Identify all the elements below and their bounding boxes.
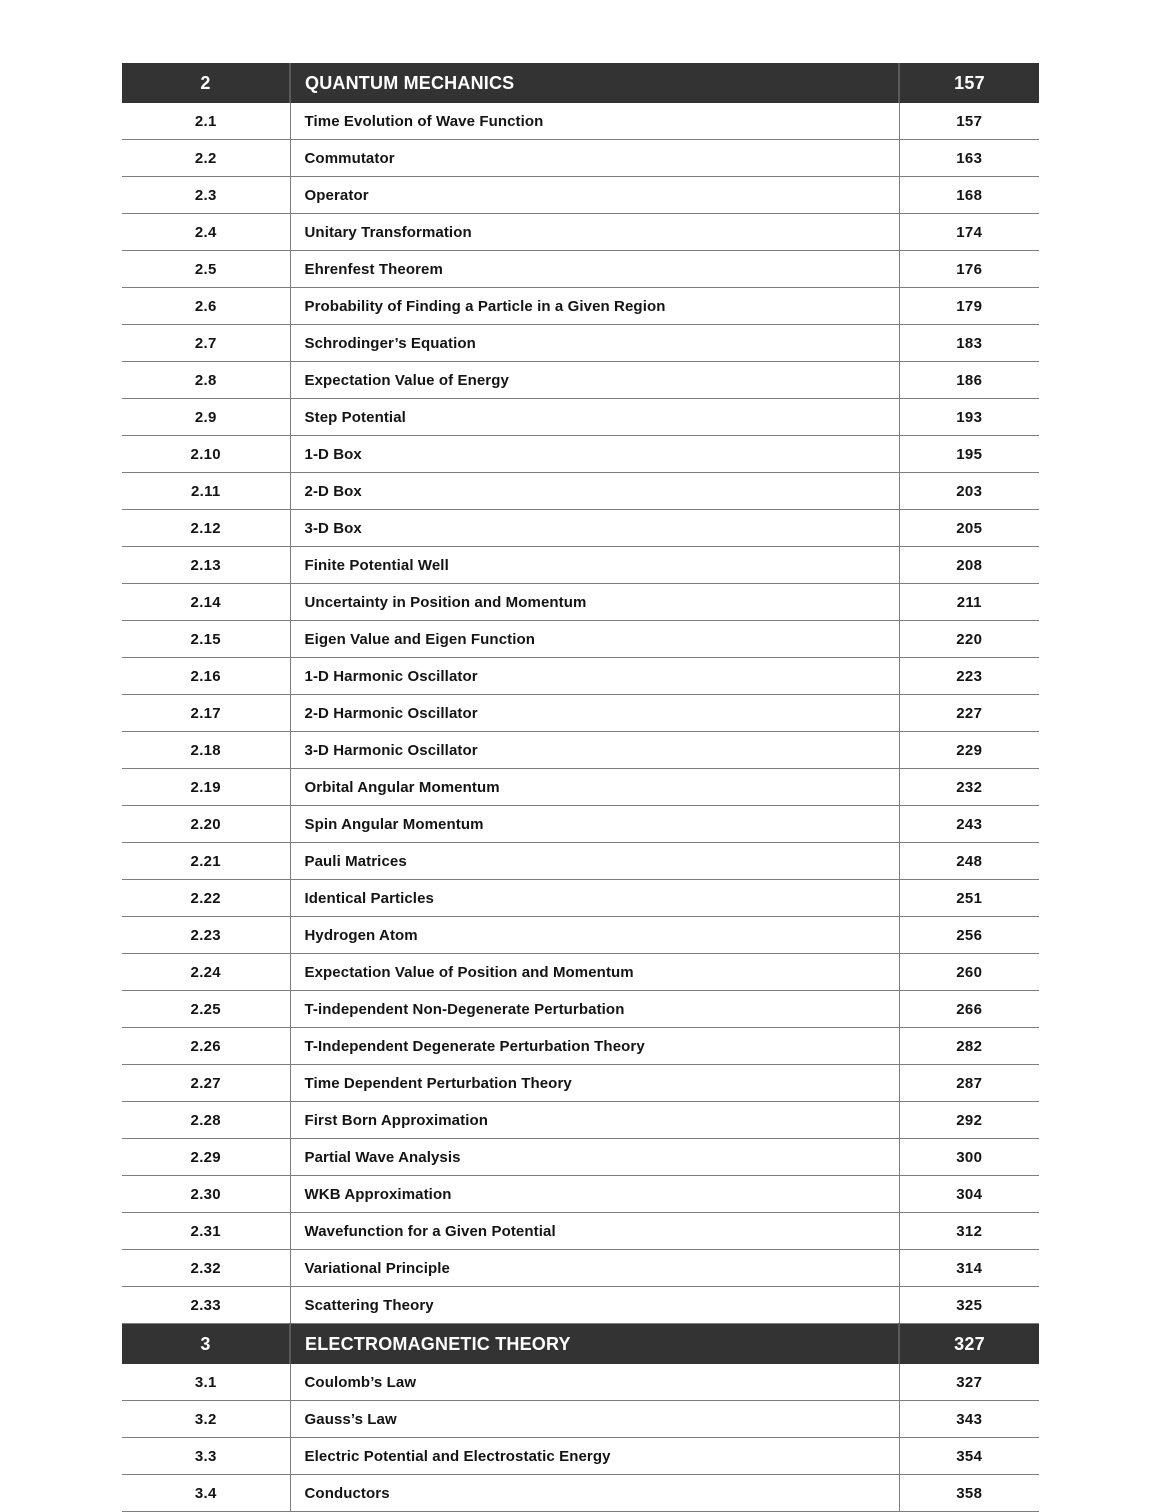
section-page-number: 227	[899, 695, 1039, 732]
section-title: Identical Particles	[290, 880, 899, 917]
section-page-number: 266	[899, 991, 1039, 1028]
section-title: Probability of Finding a Particle in a Given Region	[290, 288, 899, 325]
table-row[interactable]	[122, 288, 1039, 325]
section-page-number: 179	[899, 288, 1039, 325]
table-row[interactable]	[122, 214, 1039, 251]
section-title: Conductors	[290, 1475, 899, 1512]
section-title: Hydrogen Atom	[290, 917, 899, 954]
section-title: Partial Wave Analysis	[290, 1139, 899, 1176]
section-number: 3.3	[122, 1438, 290, 1475]
section-number: 2.19	[122, 769, 290, 806]
section-title: 1-D Box	[290, 436, 899, 473]
table-row[interactable]	[122, 584, 1039, 621]
table-row[interactable]	[122, 732, 1039, 769]
table-row[interactable]	[122, 917, 1039, 954]
section-title: Coulomb’s Law	[290, 1364, 899, 1401]
section-page-number: 157	[899, 103, 1039, 140]
chapter-number: 3	[122, 1324, 290, 1365]
section-number: 2.5	[122, 251, 290, 288]
section-number: 2.6	[122, 288, 290, 325]
section-title: Step Potential	[290, 399, 899, 436]
section-number: 2.26	[122, 1028, 290, 1065]
section-page-number: 325	[899, 1287, 1039, 1324]
section-page-number: 287	[899, 1065, 1039, 1102]
table-row[interactable]	[122, 843, 1039, 880]
section-page-number: 260	[899, 954, 1039, 991]
section-number: 2.25	[122, 991, 290, 1028]
section-number: 2.12	[122, 510, 290, 547]
table-row[interactable]	[122, 1028, 1039, 1065]
section-title: T-Independent Degenerate Perturbation Theory	[290, 1028, 899, 1065]
table-row[interactable]	[122, 991, 1039, 1028]
table-row[interactable]	[122, 140, 1039, 177]
section-number: 2.17	[122, 695, 290, 732]
section-page-number: 203	[899, 473, 1039, 510]
section-number: 2.3	[122, 177, 290, 214]
section-title: First Born Approximation	[290, 1102, 899, 1139]
section-page-number: 304	[899, 1176, 1039, 1213]
section-number: 3.2	[122, 1401, 290, 1438]
table-row[interactable]	[122, 1213, 1039, 1250]
table-row[interactable]	[122, 806, 1039, 843]
section-title: Gauss’s Law	[290, 1401, 899, 1438]
section-title: WKB Approximation	[290, 1176, 899, 1213]
section-title: Wavefunction for a Given Potential	[290, 1213, 899, 1250]
table-row[interactable]	[122, 658, 1039, 695]
section-title: Commutator	[290, 140, 899, 177]
section-page-number: 327	[899, 1364, 1039, 1401]
section-page-number: 300	[899, 1139, 1039, 1176]
table-row[interactable]	[122, 1364, 1039, 1401]
table-row[interactable]	[122, 1475, 1039, 1512]
chapter-header-row[interactable]	[122, 1324, 1039, 1365]
chapter-number: 2	[122, 63, 290, 103]
table-row[interactable]	[122, 1438, 1039, 1475]
section-title: 2-D Harmonic Oscillator	[290, 695, 899, 732]
chapter-page-number: 157	[899, 63, 1039, 103]
section-number: 2.2	[122, 140, 290, 177]
section-title: 2-D Box	[290, 473, 899, 510]
section-number: 2.29	[122, 1139, 290, 1176]
section-title: Variational Principle	[290, 1250, 899, 1287]
section-title: Unitary Transformation	[290, 214, 899, 251]
section-page-number: 358	[899, 1475, 1039, 1512]
section-title: 3-D Box	[290, 510, 899, 547]
section-number: 2.16	[122, 658, 290, 695]
section-title: Time Dependent Perturbation Theory	[290, 1065, 899, 1102]
table-row[interactable]	[122, 1401, 1039, 1438]
section-page-number: 243	[899, 806, 1039, 843]
table-row[interactable]	[122, 473, 1039, 510]
section-page-number: 312	[899, 1213, 1039, 1250]
section-number: 2.14	[122, 584, 290, 621]
section-page-number: 314	[899, 1250, 1039, 1287]
section-number: 2.33	[122, 1287, 290, 1324]
section-number: 2.20	[122, 806, 290, 843]
section-page-number: 163	[899, 140, 1039, 177]
section-page-number: 354	[899, 1438, 1039, 1475]
section-title: Pauli Matrices	[290, 843, 899, 880]
chapter-page-number: 327	[899, 1324, 1039, 1365]
table-row[interactable]	[122, 1102, 1039, 1139]
section-number: 2.4	[122, 214, 290, 251]
table-row[interactable]	[122, 547, 1039, 584]
section-title: Electric Potential and Electrostatic Energy	[290, 1438, 899, 1475]
table-row[interactable]	[122, 954, 1039, 991]
section-page-number: 292	[899, 1102, 1039, 1139]
table-row[interactable]	[122, 251, 1039, 288]
section-title: T-independent Non-Degenerate Perturbation	[290, 991, 899, 1028]
table-row[interactable]	[122, 325, 1039, 362]
chapter-header-row[interactable]	[122, 63, 1039, 103]
section-number: 2.8	[122, 362, 290, 399]
section-page-number: 282	[899, 1028, 1039, 1065]
section-title: 1-D Harmonic Oscillator	[290, 658, 899, 695]
chapter-title: QUANTUM MECHANICS	[290, 63, 899, 103]
section-title: Eigen Value and Eigen Function	[290, 621, 899, 658]
section-page-number: 256	[899, 917, 1039, 954]
section-number: 2.15	[122, 621, 290, 658]
table-row[interactable]	[122, 399, 1039, 436]
table-row[interactable]	[122, 769, 1039, 806]
section-number: 2.23	[122, 917, 290, 954]
section-title: Uncertainty in Position and Momentum	[290, 584, 899, 621]
section-page-number: 193	[899, 399, 1039, 436]
section-page-number: 232	[899, 769, 1039, 806]
toc-body	[122, 63, 1039, 1512]
section-title: Scattering Theory	[290, 1287, 899, 1324]
section-number: 2.27	[122, 1065, 290, 1102]
section-page-number: 205	[899, 510, 1039, 547]
section-number: 2.10	[122, 436, 290, 473]
section-page-number: 174	[899, 214, 1039, 251]
section-number: 3.1	[122, 1364, 290, 1401]
section-number: 2.32	[122, 1250, 290, 1287]
table-row[interactable]	[122, 1250, 1039, 1287]
section-title: Operator	[290, 177, 899, 214]
section-page-number: 229	[899, 732, 1039, 769]
section-page-number: 168	[899, 177, 1039, 214]
table-row[interactable]	[122, 510, 1039, 547]
section-number: 2.7	[122, 325, 290, 362]
table-row[interactable]	[122, 880, 1039, 917]
table-row[interactable]	[122, 695, 1039, 732]
section-page-number: 186	[899, 362, 1039, 399]
section-page-number: 211	[899, 584, 1039, 621]
section-page-number: 176	[899, 251, 1039, 288]
section-number: 2.18	[122, 732, 290, 769]
section-title: Spin Angular Momentum	[290, 806, 899, 843]
table-row[interactable]	[122, 1176, 1039, 1213]
section-page-number: 248	[899, 843, 1039, 880]
section-title: Expectation Value of Position and Momentum	[290, 954, 899, 991]
section-page-number: 251	[899, 880, 1039, 917]
section-title: Orbital Angular Momentum	[290, 769, 899, 806]
section-title: 3-D Harmonic Oscillator	[290, 732, 899, 769]
table-of-contents	[122, 63, 1039, 1512]
section-number: 2.13	[122, 547, 290, 584]
table-row[interactable]	[122, 621, 1039, 658]
section-number: 2.11	[122, 473, 290, 510]
section-page-number: 223	[899, 658, 1039, 695]
section-page-number: 208	[899, 547, 1039, 584]
table-row[interactable]	[122, 436, 1039, 473]
table-row[interactable]	[122, 1139, 1039, 1176]
section-title: Ehrenfest Theorem	[290, 251, 899, 288]
section-number: 3.4	[122, 1475, 290, 1512]
table-row[interactable]	[122, 177, 1039, 214]
section-page-number: 183	[899, 325, 1039, 362]
section-number: 2.21	[122, 843, 290, 880]
section-number: 2.22	[122, 880, 290, 917]
section-title: Expectation Value of Energy	[290, 362, 899, 399]
section-number: 2.30	[122, 1176, 290, 1213]
section-title: Schrodinger’s Equation	[290, 325, 899, 362]
chapter-title: ELECTROMAGNETIC THEORY	[290, 1324, 899, 1365]
section-title: Time Evolution of Wave Function	[290, 103, 899, 140]
section-number: 2.31	[122, 1213, 290, 1250]
table-row[interactable]	[122, 362, 1039, 399]
section-number: 2.28	[122, 1102, 290, 1139]
table-row[interactable]	[122, 103, 1039, 140]
section-number: 2.1	[122, 103, 290, 140]
table-row[interactable]	[122, 1065, 1039, 1102]
section-title: Finite Potential Well	[290, 547, 899, 584]
section-page-number: 195	[899, 436, 1039, 473]
table-row[interactable]	[122, 1287, 1039, 1324]
section-number: 2.9	[122, 399, 290, 436]
section-page-number: 343	[899, 1401, 1039, 1438]
section-page-number: 220	[899, 621, 1039, 658]
section-number: 2.24	[122, 954, 290, 991]
